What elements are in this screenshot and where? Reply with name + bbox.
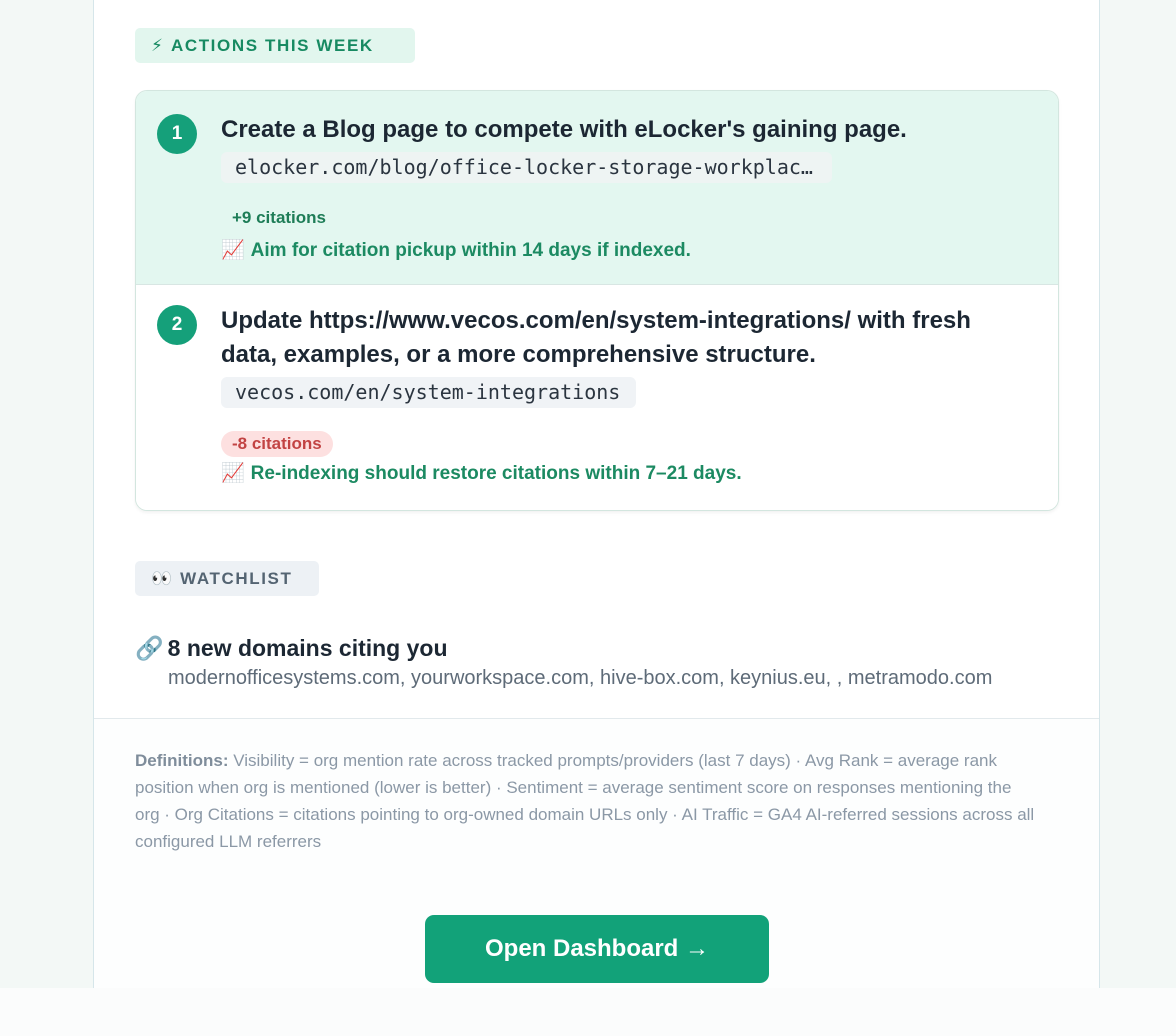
action-title: Update https://www.vecos.com/en/system-integrations/ with fresh data, examples, or a more comprehensive structure.	[221, 307, 971, 368]
action-number: 2	[157, 305, 197, 345]
eyes-icon: 👀	[151, 568, 173, 588]
new-domains-list: modernofficesystems.com, yourworkspace.com, hive-box.com, keynius.eu, , metramodo.com	[168, 667, 993, 689]
page-bottom	[0, 988, 1176, 1036]
email-card	[93, 0, 1100, 988]
chart-up-icon: 📈	[221, 240, 245, 261]
action-note-text: Re-indexing should restore citations within 7–21 days.	[250, 463, 742, 484]
link-icon: 🔗	[135, 635, 164, 661]
action-note-text: Aim for citation pickup within 14 days if indexed.	[250, 240, 691, 261]
definitions-text	[135, 747, 1040, 855]
actions-list	[135, 90, 1059, 511]
chart-up-icon: 📈	[221, 463, 245, 484]
watchlist-header	[135, 561, 319, 596]
action-note	[221, 461, 742, 487]
new-domains-text: 8 new domains citing you	[167, 635, 448, 661]
watchlist-label: WATCHLIST	[180, 568, 293, 588]
actions-section-label: ACTIONS THIS WEEK	[170, 35, 374, 55]
action-url[interactable]: elocker.com/blog/office-locker-storage-workplac…	[221, 152, 832, 183]
citations-badge: +9 citations	[232, 208, 327, 227]
new-domains-title	[135, 633, 448, 663]
lightning-icon: ⚡	[151, 35, 163, 55]
action-note	[221, 238, 691, 264]
definitions-body: Visibility = org mention rate across tracked prompts/providers (last 7 days) · Avg Rank = average rank position when org is mentioned (lower is better) · Sentiment = average sentiment score on responses mentioning the org · Org Citations = citations pointing to org-owned domain URLs only · AI Traffic = GA4 AI-referred sessions across all configured LLM referrers	[135, 751, 1035, 851]
action-item	[136, 91, 1058, 285]
action-url[interactable]: vecos.com/en/system-integrations	[221, 377, 636, 408]
open-dashboard-button[interactable]: Open Dashboard →	[425, 915, 769, 983]
action-number: 1	[157, 114, 197, 154]
actions-section-header	[135, 28, 415, 63]
action-item	[136, 285, 1058, 511]
definitions-label: Definitions:	[135, 751, 229, 770]
citations-badge: -8 citations	[221, 431, 333, 457]
action-title: Create a Blog page to compete with eLocker's gaining page.	[221, 116, 907, 143]
